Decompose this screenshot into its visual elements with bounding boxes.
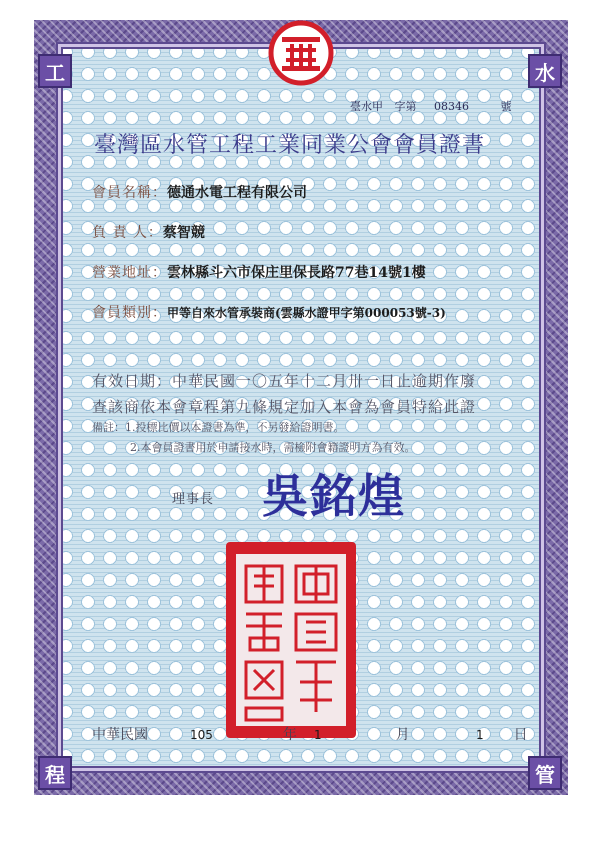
field-value: 蔡智競 (162, 225, 205, 241)
validity-statement (92, 368, 552, 420)
field-label: 營業地址： (92, 265, 167, 281)
issue-year-value: 105 (190, 728, 213, 742)
official-seal-stamp-icon (226, 542, 356, 738)
remarks (92, 418, 416, 458)
issue-date-era: 中華民國 (92, 727, 148, 743)
remark-line: 2.本會員證書用於申請接水時，需檢附會籍證明方為有效。 (130, 441, 416, 454)
document-number (350, 98, 512, 114)
corner-character-bottom-right: 管 (528, 756, 562, 790)
corner-character-top-right: 水 (528, 54, 562, 88)
issue-date-year (190, 724, 297, 744)
issue-day-value: 1 (476, 728, 484, 742)
certificate-title: 臺灣區水管工程工業同業公會會員證書 (94, 133, 486, 158)
validity-line: 有效日期：中華民國一〇五年十二月卅一日止逾期作廢 (92, 372, 477, 390)
field-value: 德通水電工程有限公司 (167, 185, 307, 201)
association-emblem-icon (268, 20, 334, 86)
issue-month-unit: 月 (395, 727, 410, 743)
corner-character-bottom-left: 程 (38, 756, 72, 790)
field-label: 會員名稱： (92, 185, 167, 201)
field-label: 負 責 人： (92, 225, 163, 241)
field-member-category (92, 302, 446, 322)
corner-character-top-left: 工 (38, 54, 72, 88)
field-member-name (92, 182, 307, 202)
issue-date-day (476, 724, 528, 744)
doc-number-suffix: 號 (500, 100, 512, 113)
chairman-label: 理事長 (172, 492, 215, 507)
certification-line: 查該商依本會章程第九條規定加入本會為會員特給此證 (92, 398, 477, 416)
field-value: 雲林縣斗六市保庄里保長路77巷14號1樓 (167, 265, 426, 281)
field-responsible-person (92, 222, 205, 242)
issue-date-month (314, 724, 410, 744)
issue-day-unit: 日 (513, 727, 528, 743)
doc-number-word: 字第 (394, 100, 417, 113)
issue-year-unit: 年 (282, 727, 297, 743)
issue-month-value: 1 (314, 728, 322, 742)
doc-number-prefix: 臺水甲 (350, 100, 383, 113)
doc-number-value: 08346 (434, 100, 469, 113)
field-business-address (92, 262, 426, 282)
remark-line: 備註：1.投標比價以本證書為準，不另發給證明書。 (92, 421, 345, 434)
field-label: 會員類別： (92, 305, 167, 321)
field-value: 甲等自來水管承裝商(雲縣水證甲字第000053號-3) (167, 306, 446, 320)
chairman-signature: 吳銘煌 (262, 469, 406, 523)
